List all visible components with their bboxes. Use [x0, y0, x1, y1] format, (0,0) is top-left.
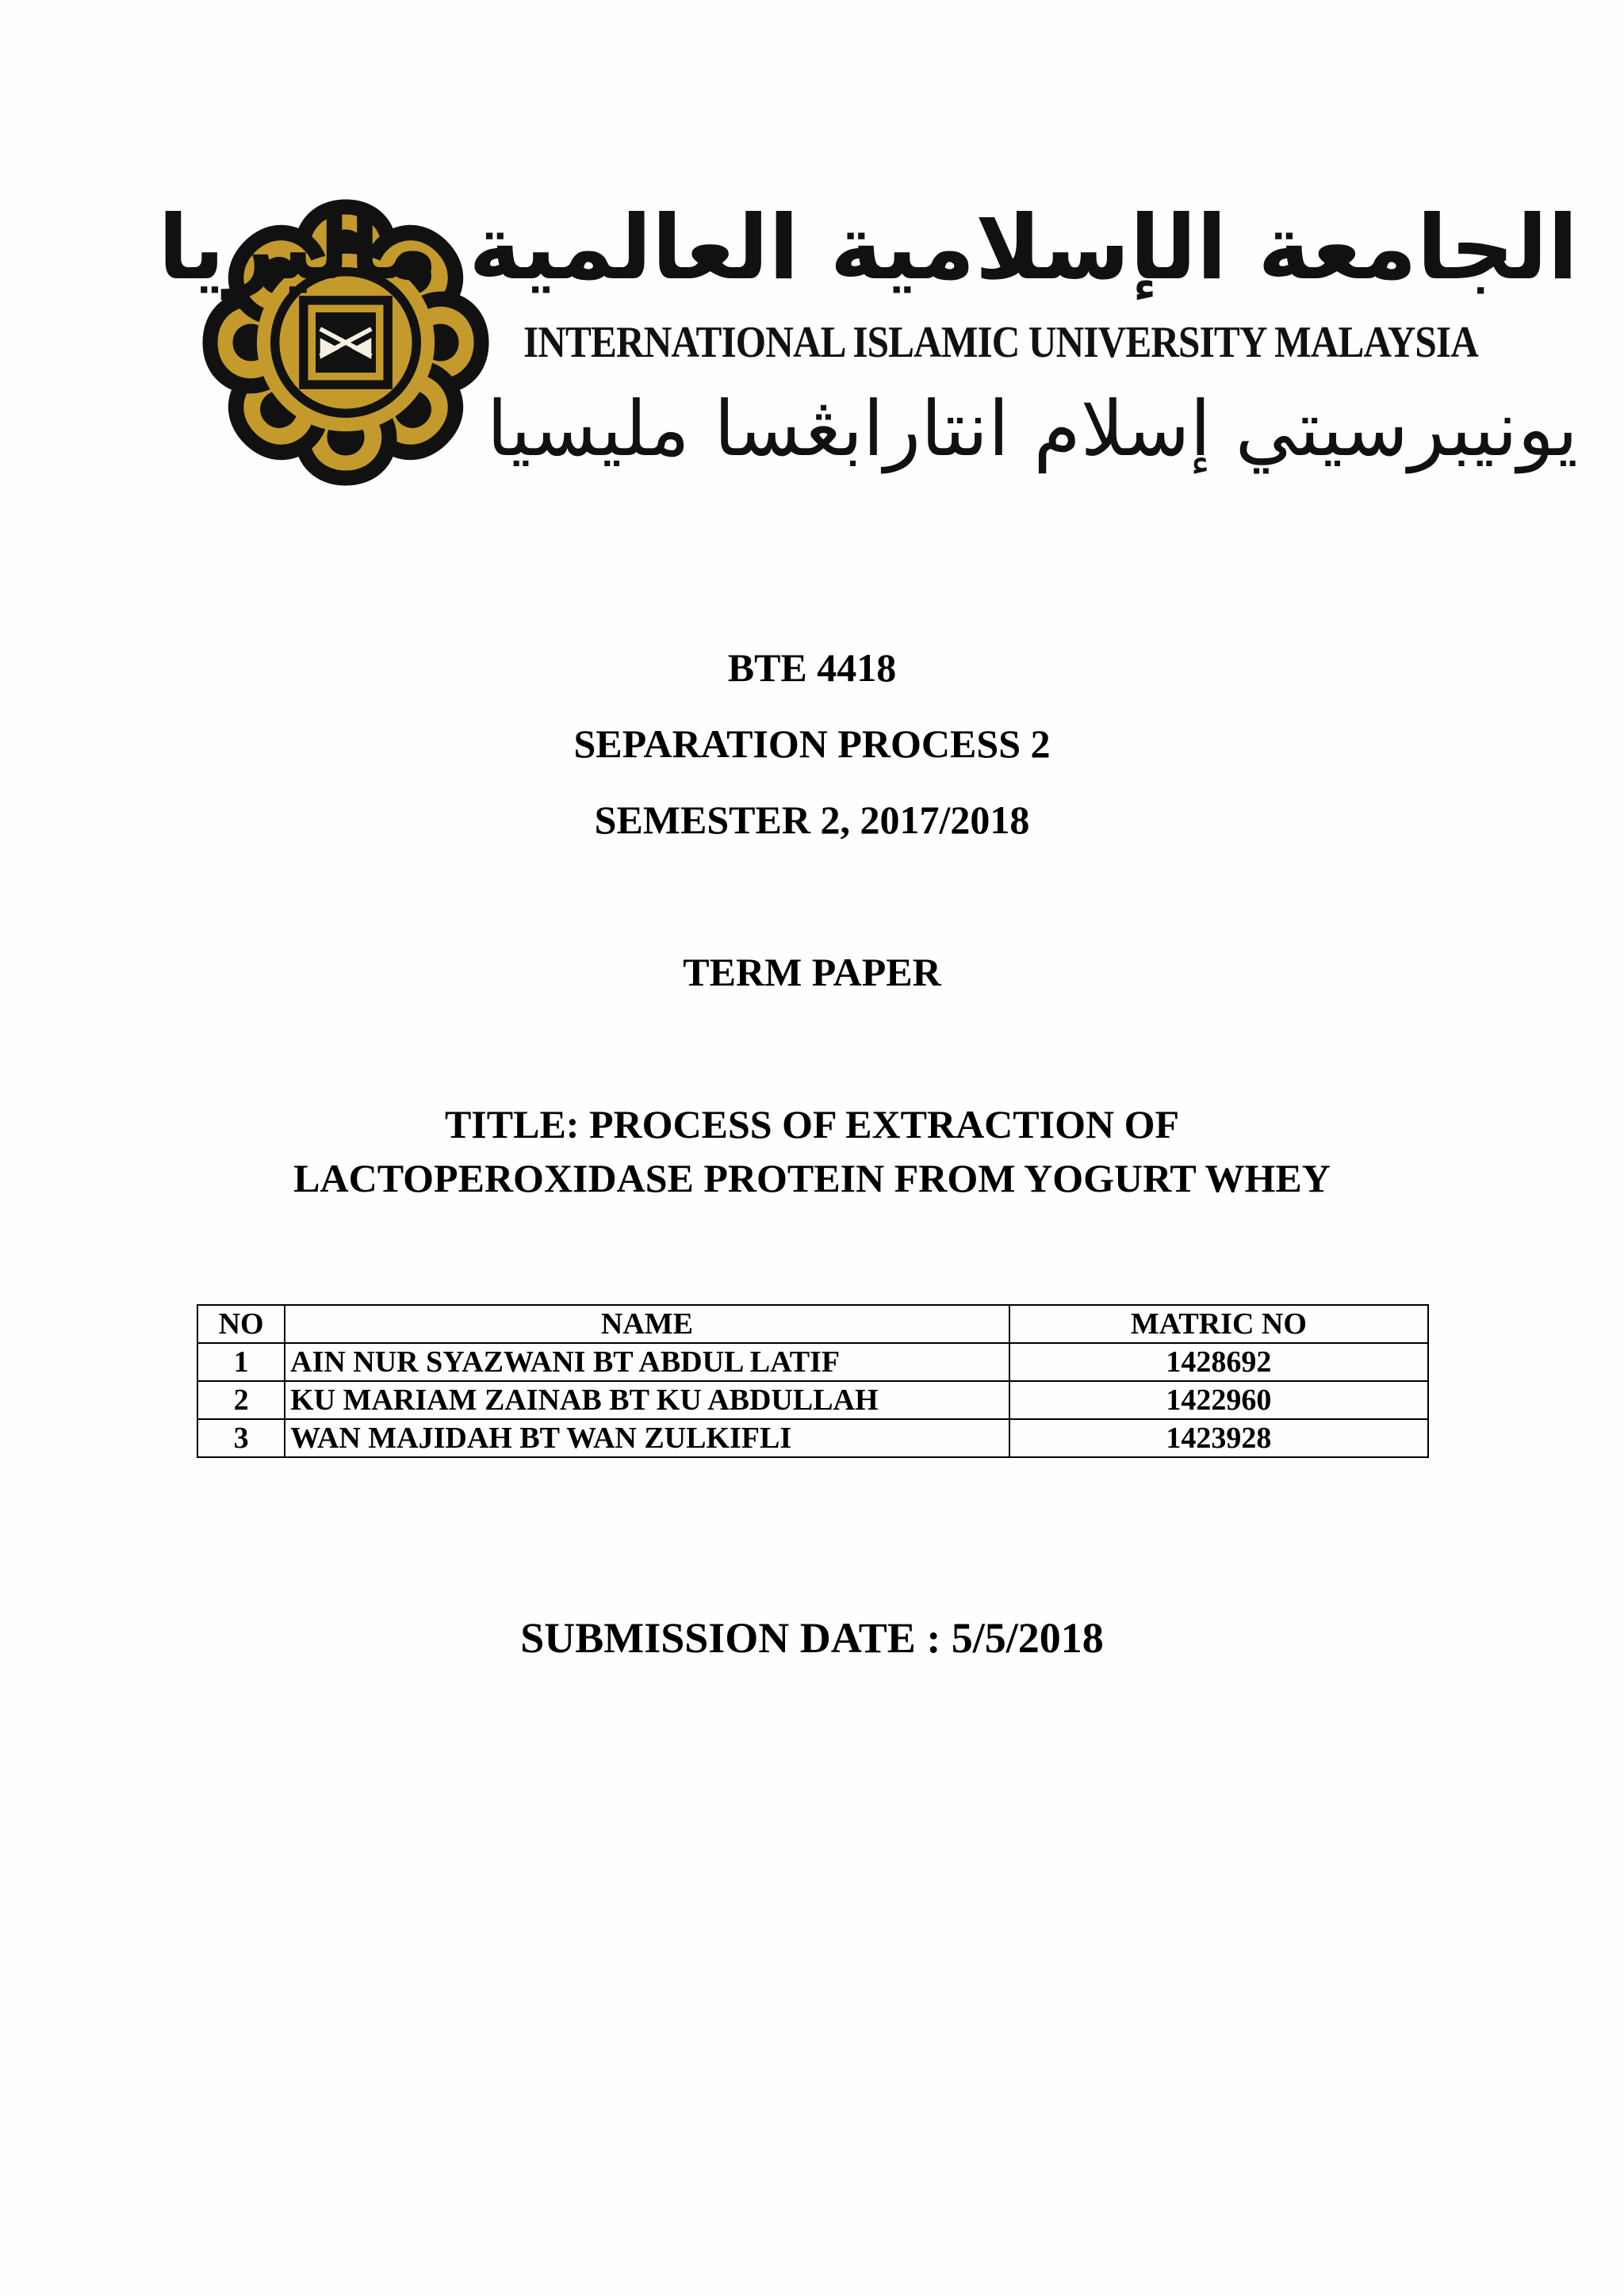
paper-type: TERM PAPER: [683, 950, 941, 994]
cell-no: 2: [197, 1381, 285, 1419]
table-header-row: [197, 1305, 1428, 1343]
header-name: NAME: [285, 1305, 1009, 1343]
cell-name: WAN MAJIDAH BT WAN ZULKIFLI: [285, 1419, 1009, 1457]
cell-matric-no: 1422960: [1009, 1381, 1428, 1419]
arabic-university-name: الجامعة الإسلامية العالمية ماليزيا: [158, 197, 1578, 300]
header-no: NO: [197, 1305, 285, 1343]
cell-no: 1: [197, 1343, 285, 1381]
cell-matric-no: 1423928: [1009, 1419, 1428, 1457]
table-row: [197, 1381, 1428, 1419]
members-table: [197, 1304, 1429, 1458]
cell-name: AIN NUR SYAZWANI BT ABDUL LATIF: [285, 1343, 1009, 1381]
table-row: [197, 1419, 1428, 1457]
jawi-university-name: يونيبرسيتي إسلام انتارابڠسا مليسيا: [486, 385, 1578, 473]
course-code: BTE 4418: [727, 645, 897, 690]
english-university-name: INTERNATIONAL ISLAMIC UNIVERSITY MALAYSIA: [523, 318, 1478, 367]
table-row: [197, 1343, 1428, 1381]
paper-title-line-2: LACTOPEROXIDASE PROTEIN FROM YOGURT WHEY: [293, 1156, 1331, 1200]
header-matric-no: MATRIC NO: [1009, 1305, 1428, 1343]
semester: SEMESTER 2, 2017/2018: [594, 798, 1030, 842]
university-wordmark: [158, 189, 1578, 490]
submission-date: SUBMISSION DATE : 5/5/2018: [520, 1614, 1104, 1662]
cell-no: 3: [197, 1419, 285, 1457]
cell-name: KU MARIAM ZAINAB BT KU ABDULLAH: [285, 1381, 1009, 1419]
university-logo: [158, 189, 1578, 498]
paper-title-line-1: TITLE: PROCESS OF EXTRACTION OF: [444, 1102, 1180, 1146]
course-name: SEPARATION PROCESS 2: [573, 721, 1051, 766]
cell-matric-no: 1428692: [1009, 1343, 1428, 1381]
